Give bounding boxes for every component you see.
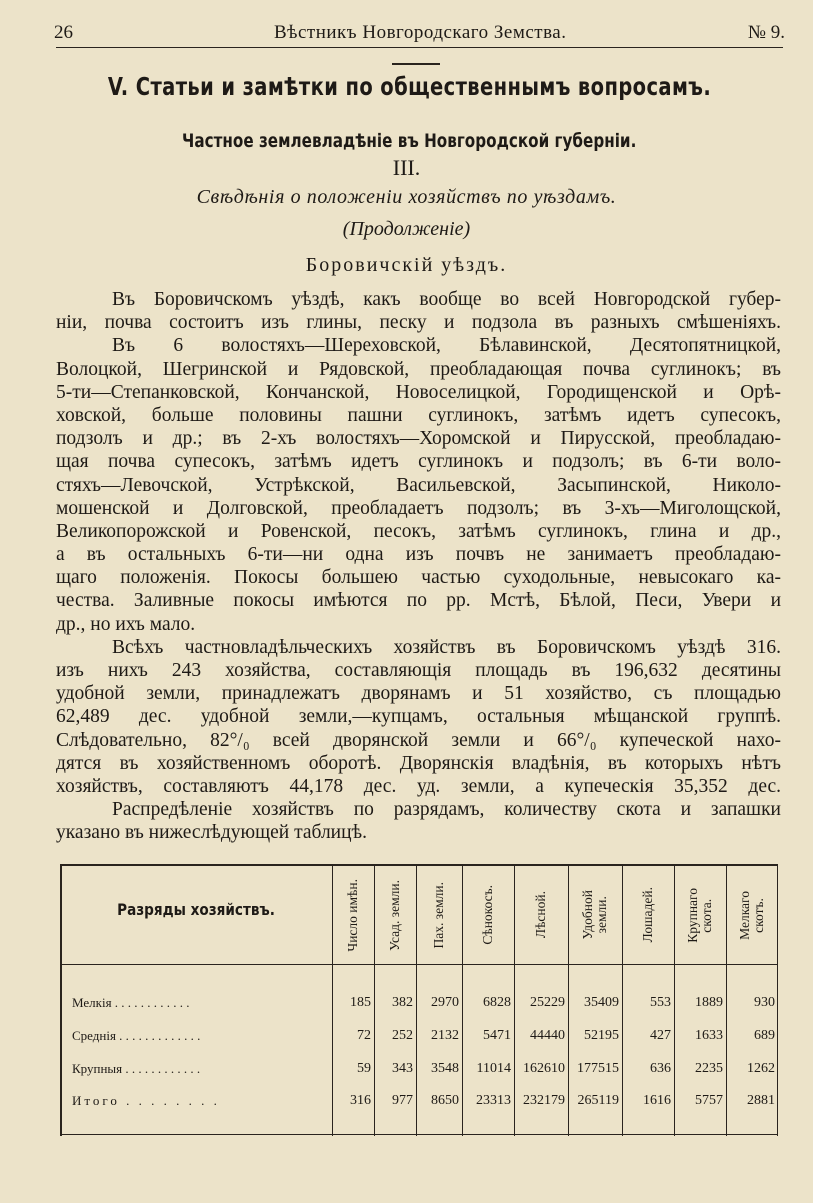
column-header-label: Мелкаго скотъ. xyxy=(737,890,766,940)
column-header-hayfields xyxy=(462,868,514,962)
text-line: щаго положенія. Покосы большею частью суходольные, невысокаго ка- xyxy=(56,567,781,589)
table-cell: 1616 xyxy=(643,1093,671,1108)
text-line: мошенской и Долговской, преобладаетъ подзолъ; въ 3-хъ—Миголощской, xyxy=(56,497,781,519)
table-bottom-rule xyxy=(60,1134,778,1135)
table-cell: 162610 xyxy=(523,1061,565,1076)
table-cell: 232179 xyxy=(523,1093,565,1108)
table-cell: 5471 xyxy=(483,1028,511,1043)
text-line: хозяйствъ, составляютъ 44,178 дес. уд. земли, а купеческія 35,352 дес. xyxy=(56,775,781,797)
text-line: Волоцкой, Шегринской и Рядовской, преобладающая почва суглинокъ; въ xyxy=(56,358,781,380)
district-heading: Боровичскій уѣздъ. xyxy=(305,254,508,276)
text-line: Въ 6 волостяхъ—Шереховской, Бѣлавинской, Десятопятницкой, xyxy=(112,335,781,357)
row-label: Среднія . . . . . . . . . . . . . xyxy=(72,1028,201,1043)
table-cell: 25229 xyxy=(530,995,565,1010)
table-cell: 382 xyxy=(392,995,413,1010)
row-label: Итого . . . . . . . . xyxy=(72,1093,220,1108)
table-cell: 8650 xyxy=(431,1093,459,1108)
table-cell: 59 xyxy=(357,1061,371,1076)
text-line: Всѣхъ частновладѣльческихъ хозяйствъ въ Боровичскомъ уѣздѣ 316. xyxy=(112,636,781,658)
column-header-label: Усад. земли. xyxy=(387,879,402,951)
text-line: Слѣдовательно, 82°/₀ всей дворянской земли и 66°/₀ купеческой нахо- xyxy=(56,729,781,751)
header-rule xyxy=(56,47,783,48)
text-line: 62,489 дес. удобной земли,—купцамъ, остальныя мѣщанской группѣ. xyxy=(56,706,781,728)
table-cell: 2132 xyxy=(431,1028,459,1043)
continuation-note: (Продолженіе) xyxy=(342,218,471,240)
text-line: щая почва супесокъ, затѣмъ идетъ суглинокъ и подзолъ; въ 6-ти воло- xyxy=(56,451,781,473)
table-cell: 6828 xyxy=(483,995,511,1010)
column-header-estates xyxy=(332,868,374,962)
column-header-label: Сѣнокосъ. xyxy=(480,885,495,945)
table-cell: 72 xyxy=(357,1028,371,1043)
running-header xyxy=(54,20,785,46)
row-header: Разряды хозяйствъ. xyxy=(117,900,275,919)
table-header-rule xyxy=(60,964,778,965)
text-line: стяхъ—Левочской, Устрѣкской, Васильевской, Засыпинской, Николо- xyxy=(56,474,781,496)
column-header-usable-land xyxy=(568,868,622,962)
text-line: ховской, больше половины пашни суглинокъ, затѣмъ идетъ супесокъ, xyxy=(56,404,781,426)
column-header-small-livestock xyxy=(726,868,778,962)
table-cell: 1889 xyxy=(695,995,723,1010)
table-cell: 636 xyxy=(650,1061,671,1076)
table-cell: 11014 xyxy=(476,1061,511,1076)
text-line: Распредѣленіе хозяйствъ по разрядамъ, количеству скота и запашки xyxy=(112,799,781,821)
journal-title: Вѣстникъ Новгородскаго Земства. xyxy=(274,22,567,43)
table-left-rule xyxy=(60,864,62,1136)
table-cell: 177515 xyxy=(577,1061,619,1076)
text-line: подзолъ и др.; въ 2-хъ волостяхъ—Хоромской и Пирусской, преобладаю- xyxy=(56,428,781,450)
text-line: ніи, почва состоитъ изъ глины, песку и подзола въ разныхъ смѣшеніяхъ. xyxy=(56,312,781,334)
text-line: Великопорожской и Ровенской, песокъ, затѣмъ суглинокъ, глина и др., xyxy=(56,520,781,542)
issue-number: № 9. xyxy=(747,22,785,43)
column-header-label: Лошадей. xyxy=(640,887,655,943)
text-line: изъ нихъ 243 хозяйства, составляющія площадь въ 196,632 десятины xyxy=(56,660,781,681)
table-cell: 5757 xyxy=(695,1093,723,1108)
article-subtitle: Свѣдѣнія о положеніи хозяйствъ по уѣздамъ. xyxy=(196,186,617,208)
text-line: удобной земли, принадлежатъ дворянамъ и 51 хозяйство, съ площадью xyxy=(56,683,781,705)
column-header-arable-land xyxy=(416,868,462,962)
table-cell: 427 xyxy=(650,1028,671,1043)
column-header-label: Крупнаго скота. xyxy=(685,887,714,943)
table-cell: 3548 xyxy=(431,1061,459,1076)
column-header-label: Число имѣн. xyxy=(345,878,360,952)
section-title: V. Статьи и замѣтки по общественнымъ вопросамъ. xyxy=(107,72,712,101)
table-cell: 553 xyxy=(650,995,671,1010)
table-cell: 185 xyxy=(350,995,371,1010)
section-rule xyxy=(392,63,440,65)
text-line: Въ Боровичскомъ уѣздѣ, какъ вообще во всей Новгородской губер- xyxy=(112,289,781,310)
table-cell: 52195 xyxy=(584,1028,619,1043)
column-header-label: Лѣсной. xyxy=(533,891,548,939)
table-cell: 2235 xyxy=(695,1061,723,1076)
column-header-homestead-land xyxy=(374,868,416,962)
table-top-rule xyxy=(60,864,778,866)
column-header-label: Пах. земли. xyxy=(431,881,446,949)
part-number: III. xyxy=(392,155,421,180)
article-title: Частное землевладѣніе въ Новгородской губерніи. xyxy=(182,130,637,152)
table-cell: 252 xyxy=(392,1028,413,1043)
table-cell: 23313 xyxy=(476,1093,511,1108)
table-cell: 977 xyxy=(392,1093,413,1108)
text-line: 5-ти—Степанковской, Кончанской, Новоселицкой, Городищенской и Орѣ- xyxy=(56,381,781,403)
page-number: 26 xyxy=(54,22,73,43)
row-label: Крупныя . . . . . . . . . . . . xyxy=(72,1061,201,1076)
statistics-table xyxy=(60,864,778,1136)
text-line: указано въ нижеслѣдующей таблицѣ. xyxy=(56,822,368,844)
column-header-forest xyxy=(514,868,568,962)
table-cell: 1633 xyxy=(695,1028,723,1043)
column-header-cattle xyxy=(674,868,726,962)
column-header-horses xyxy=(622,868,674,962)
column-header-label: Удобной земли. xyxy=(580,890,609,940)
body-text xyxy=(56,288,781,845)
table-cell: 44440 xyxy=(530,1028,565,1043)
text-line: а въ остальныхъ 6-ти—ни одна изъ почвъ не занимаетъ преобладаю- xyxy=(56,544,781,566)
table-cell: 2881 xyxy=(747,1093,775,1108)
text-line: др., но ихъ мало. xyxy=(56,613,196,635)
table-cell: 35409 xyxy=(584,995,619,1010)
text-line: чества. Заливные покосы имѣются по рр. Мстѣ, Бѣлой, Песи, Увери и xyxy=(56,590,781,612)
table-cell: 265119 xyxy=(577,1093,619,1108)
table-cell: 2970 xyxy=(431,995,459,1010)
table-cell: 1262 xyxy=(747,1061,775,1076)
table-cell: 316 xyxy=(350,1093,371,1108)
table-cell: 930 xyxy=(754,995,775,1010)
table-cell: 343 xyxy=(392,1061,413,1076)
row-label: Мелкія . . . . . . . . . . . . xyxy=(72,995,190,1010)
text-line: дятся въ хозяйственномъ оборотѣ. Дворянскія владѣнія, въ которыхъ нѣтъ xyxy=(56,752,781,774)
table-cell: 689 xyxy=(754,1028,775,1043)
